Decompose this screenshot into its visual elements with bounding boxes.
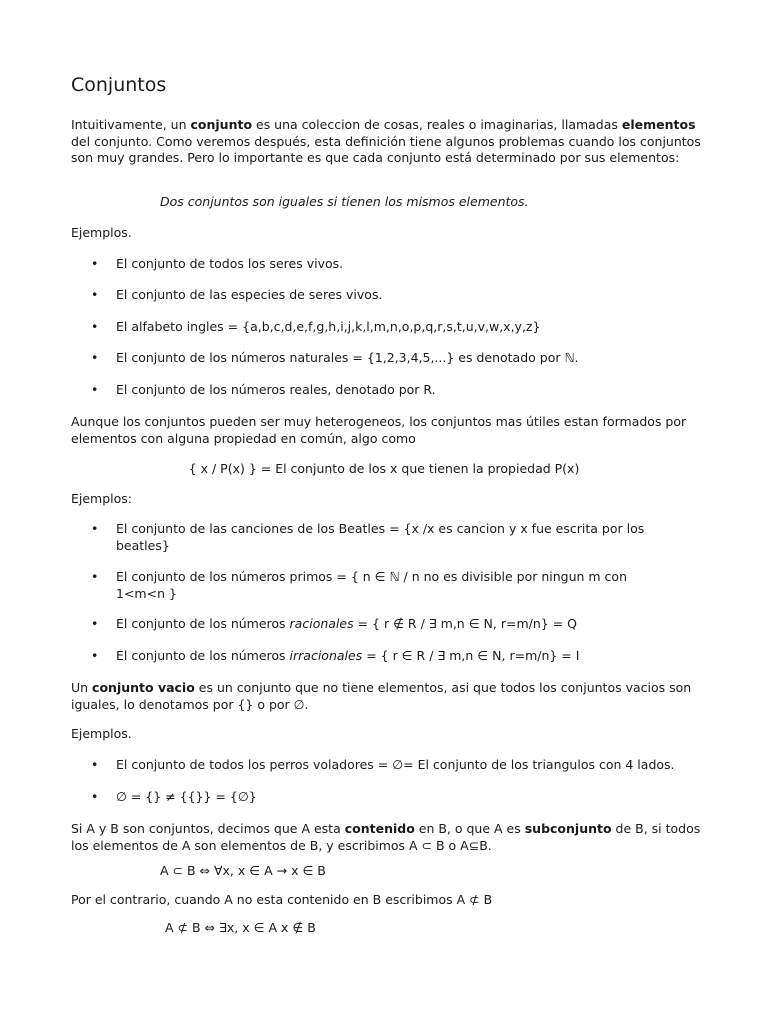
term-conjunto: conjunto [190,117,253,132]
term-irracionales: irracionales [289,648,363,663]
bullet-icon: • [91,287,99,302]
intro-text-1: Intuitivamente, un [71,117,191,132]
racionales-pre: El conjunto de los números [116,616,290,631]
heterogeneous-paragraph: Aunque los conjuntos pueden ser muy heterogeneos, los conjuntos mas útiles estan formados por elementos con alguna propiedad en común, algo como [71,414,687,446]
subset-text-1: Si A y B son conjuntos, decimos que A esta [71,821,345,836]
examples-heading-3: Ejemplos. [71,726,132,741]
bullet-icon: • [91,757,99,772]
term-subconjunto: subconjunto [524,821,612,836]
vacio-text-1: Un [71,680,93,695]
list-item-text: ∅ = {} ≠ {{}} = {∅} [116,789,257,804]
bullet-icon: • [91,382,99,397]
list-item-text: El conjunto de las canciones de los Beatles = {x /x es cancion y x fue escrita por los beatles} [116,521,645,553]
term-contenido: contenido [344,821,415,836]
intro-paragraph [71,117,711,167]
bullet-icon: • [91,319,99,334]
list-item-text: El conjunto de las especies de seres vivos. [116,287,383,302]
subset-formula: A ⊂ B ⇔ ∀x, x ∈ A → x ∈ B [160,863,326,878]
term-racionales: racionales [289,616,354,631]
not-subset-formula: A ⊄ B ⇔ ∃x, x ∈ A x ∉ B [165,920,316,935]
bullet-icon: • [91,569,99,584]
list-item-text [116,648,676,665]
irracionales-formula: = { r ∈ R / ∃ m,n ∈ N, r=m/n} = I [362,648,580,663]
subset-paragraph [71,821,711,854]
list-item-text: El alfabeto ingles = {a,b,c,d,e,f,g,h,i,j,k,l,m,n,o,p,q,r,s,t,u,v,w,x,y,z} [116,319,541,334]
list-item-text [116,616,676,633]
term-conjunto-vacio: conjunto vacio [92,680,195,695]
vacio-text-2: es un conjunto que no tiene elementos, asi que todos los conjuntos vacios son iguales, lo denotamos por {} o por ∅. [71,680,692,712]
intro-text-3: del conjunto. Como veremos después, esta definición tiene algunos problemas cuando los conjuntos son muy grandes. Pero lo importante es que cada conjunto está determinado por sus elementos: [71,133,701,165]
bullet-icon: • [91,350,99,365]
subset-text-3: de B, si todos los elementos de A son elementos de B, y escribimos A ⊂ B o A⊆B. [71,821,701,853]
list-item-text: El conjunto de los números primos = { n ∈ ℕ / n no es divisible por ningun m con 1<m<n } [116,569,628,601]
page-title: Conjuntos [71,74,167,96]
list-item-text: El conjunto de todos los seres vivos. [116,256,344,271]
examples-heading-1: Ejemplos. [71,225,132,240]
bullet-icon: • [91,521,99,536]
racionales-formula: = { r ∉ R / ∃ m,n ∈ N, r=m/n} = Q [353,616,577,631]
list-item-text: El conjunto de los números naturales = {1,2,3,4,5,...} es denotado por ℕ. [116,350,579,365]
bullet-icon: • [91,616,99,631]
list-item-text: El conjunto de todos los perros voladores = ∅= El conjunto de los triangulos con 4 lados. [116,757,675,772]
bullet-icon: • [91,648,99,663]
intro-text-2: es una coleccion de cosas, reales o imaginarias, llamadas [252,117,622,132]
set-builder-formula: { x / P(x) } = El conjunto de los x que tienen la propiedad P(x) [188,461,580,476]
examples-heading-2: Ejemplos: [71,491,133,506]
list-item-text: El conjunto de los números reales, denotado por R. [116,382,436,397]
bullet-icon: • [91,789,99,804]
axiom-statement: Dos conjuntos son iguales si tienen los mismos elementos. [160,194,529,209]
subset-text-2: en B, o que A es [414,821,525,836]
term-elementos: elementos [621,117,696,132]
bullet-icon: • [91,256,99,271]
not-subset-paragraph: Por el contrario, cuando A no esta contenido en B escribimos A ⊄ B [71,892,493,907]
empty-set-paragraph [71,680,711,713]
irracionales-pre: El conjunto de los números [116,648,290,663]
